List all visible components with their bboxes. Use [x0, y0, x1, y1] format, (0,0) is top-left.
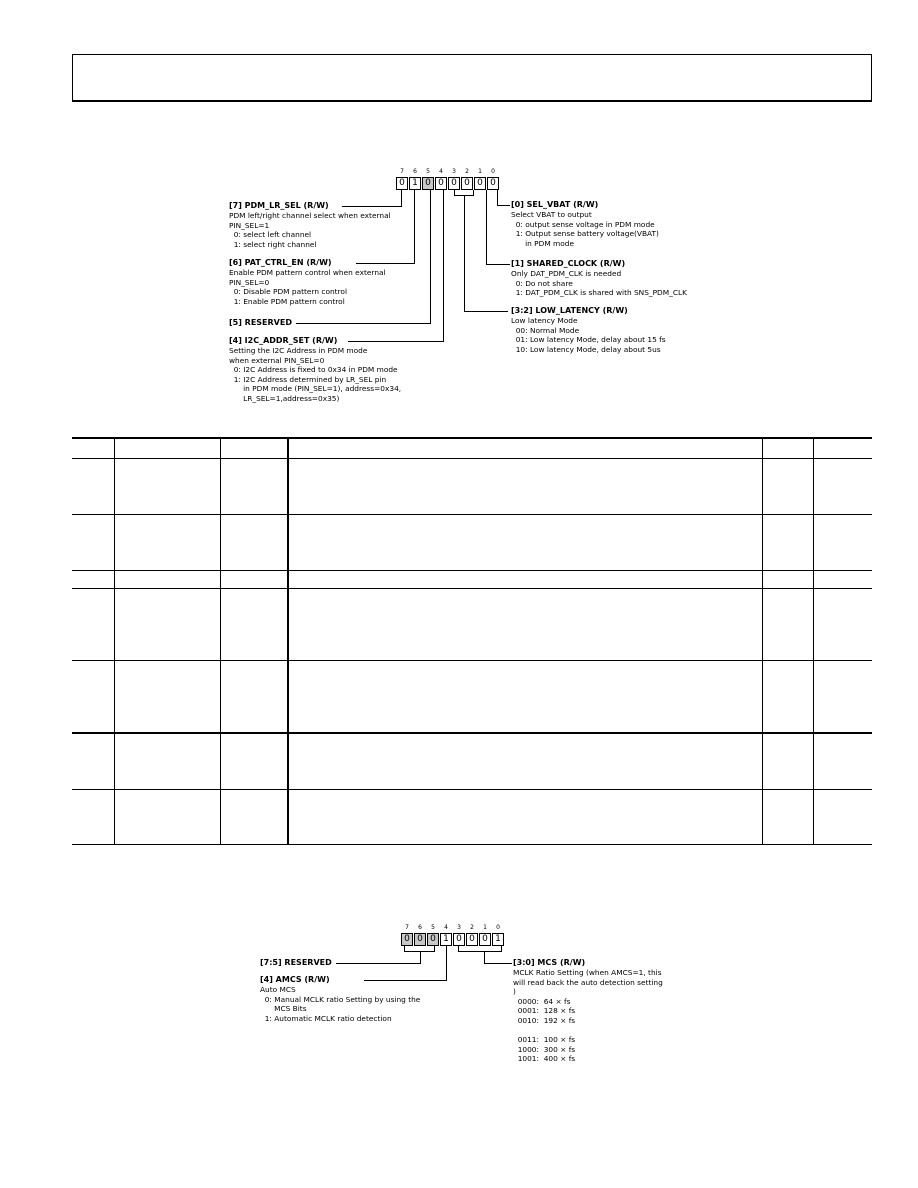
field-desc-low-latency: Low latency Mode 00: Normal Mode 01: Low latency Mode, delay about 15 fs 10: Low latency Mode, delay about 5us — [511, 316, 666, 354]
connector-line — [434, 946, 435, 952]
connector-line — [497, 190, 498, 206]
field-desc-sel-vbat: Select VBAT to output 0: output sense voltage in PDM mode 1: Output sense battery voltage(VBAT) in PDM mode — [511, 210, 659, 248]
bit-number: 0 — [491, 168, 495, 175]
bit-number: 7 — [405, 924, 409, 931]
connector-line — [430, 190, 431, 324]
connector-line — [458, 946, 459, 952]
field-desc-shared-clock: Only DAT_PDM_CLK is needed 0: Do not share 1: DAT_PDM_CLK is shared with SNS_PDM_CLK — [511, 269, 687, 298]
field-title-reserved-5: [5] RESERVED — [229, 318, 292, 327]
bit-number: 2 — [470, 924, 474, 931]
connector-line — [486, 190, 487, 265]
bit-cell: 1 — [440, 933, 452, 946]
bit-number: 5 — [431, 924, 435, 931]
bit-cell: 0 — [422, 177, 434, 190]
bit-cell: 1 — [492, 933, 504, 946]
connector-line — [454, 190, 455, 196]
field-title-low-latency: [3:2] LOW_LATENCY (R/W) — [511, 306, 628, 315]
connector-line — [484, 963, 512, 964]
bit-cell: 0 — [487, 177, 499, 190]
bit-cell: 0 — [453, 933, 465, 946]
table-column-divider — [813, 439, 814, 844]
bit-cell: 0 — [414, 933, 426, 946]
field-desc-amcs: Auto MCS 0: Manual MCLK ratio Setting by using the MCS Bits 1: Automatic MCLK ratio detection — [260, 985, 421, 1023]
bit-cell: 0 — [466, 933, 478, 946]
field-title-sel-vbat: [0] SEL_VBAT (R/W) — [511, 200, 599, 209]
field-title-shared-clock: [1] SHARED_CLOCK (R/W) — [511, 259, 626, 268]
bit-cell: 0 — [474, 177, 486, 190]
bit-cell: 0 — [448, 177, 460, 190]
connector-line — [336, 963, 421, 964]
table-row-divider — [72, 514, 872, 515]
connector-line — [446, 946, 447, 981]
connector-line — [486, 264, 510, 265]
field-desc-mcs: MCLK Ratio Setting (when AMCS=1, this will read back the auto detection setting ) 0000: 64 × fs 0001: 128 × fs 0010: 192 × fs 0011: 100 × fs 1000: 300 × fs 1001: 400 × fs — [513, 968, 663, 1064]
table-column-divider — [287, 439, 289, 844]
connector-line — [414, 190, 415, 264]
field-title-i2c-addr-set: [4] I2C_ADDR_SET (R/W) — [229, 336, 338, 345]
bit-cell: 0 — [461, 177, 473, 190]
bit-number: 2 — [465, 168, 469, 175]
field-desc-i2c-addr-set: Setting the I2C Address in PDM mode when external PIN_SEL=0 0: I2C Address is fixed to 0x34 in PDM mode 1: I2C Address determined by LR_SEL pin in PDM mode (PIN_SEL=1), address=0x34, LR_SEL=1,address=0x35) — [229, 346, 402, 403]
page-header-box — [72, 54, 872, 102]
connector-line — [443, 190, 444, 342]
field-title-pat-ctrl-en: [6] PAT_CTRL_EN (R/W) — [229, 258, 332, 267]
connector-line — [464, 195, 465, 312]
bit-number: 0 — [496, 924, 500, 931]
field-title-reserved-7-5: [7:5] RESERVED — [260, 958, 332, 967]
bit-cell: 0 — [435, 177, 447, 190]
connector-line — [404, 946, 405, 952]
connector-line — [458, 951, 502, 952]
bit-number: 4 — [439, 168, 443, 175]
connector-line — [501, 946, 502, 952]
connector-line — [364, 980, 447, 981]
connector-line — [342, 206, 402, 207]
bit-number: 4 — [444, 924, 448, 931]
bit-number: 1 — [483, 924, 487, 931]
table-row-divider — [72, 789, 872, 790]
table-row-divider — [72, 588, 872, 589]
table-row-divider — [72, 458, 872, 459]
connector-line — [464, 311, 508, 312]
table-column-divider — [762, 439, 763, 844]
bit-number: 3 — [457, 924, 461, 931]
table-row-divider — [72, 660, 872, 661]
bit-number: 6 — [413, 168, 417, 175]
table-column-divider — [220, 439, 221, 844]
bit-number: 6 — [418, 924, 422, 931]
connector-line — [497, 205, 510, 206]
bit-number: 7 — [400, 168, 404, 175]
connector-line — [473, 190, 474, 196]
field-desc-pdm-lr-sel: PDM left/right channel select when external PIN_SEL=1 0: select left channel 1: select right channel — [229, 211, 391, 249]
field-title-amcs: [4] AMCS (R/W) — [260, 975, 330, 984]
register-table — [72, 437, 872, 845]
bit-number: 5 — [426, 168, 430, 175]
bit-cell: 0 — [427, 933, 439, 946]
table-column-divider — [114, 439, 115, 844]
bit-number: 1 — [478, 168, 482, 175]
connector-line — [356, 263, 415, 264]
table-row-divider — [72, 570, 872, 571]
bit-number: 3 — [452, 168, 456, 175]
connector-line — [296, 323, 431, 324]
bit-cell: 0 — [401, 933, 413, 946]
bit-cell: 0 — [396, 177, 408, 190]
connector-line — [348, 341, 444, 342]
field-desc-pat-ctrl-en: Enable PDM pattern control when external PIN_SEL=0 0: Disable PDM pattern control 1: Enable PDM pattern control — [229, 268, 386, 306]
bit-cell: 1 — [409, 177, 421, 190]
table-row-divider — [72, 732, 872, 734]
field-title-mcs: [3:0] MCS (R/W) — [513, 958, 586, 967]
bit-cell: 0 — [479, 933, 491, 946]
connector-line — [401, 190, 402, 207]
field-title-pdm-lr-sel: [7] PDM_LR_SEL (R/W) — [229, 201, 329, 210]
